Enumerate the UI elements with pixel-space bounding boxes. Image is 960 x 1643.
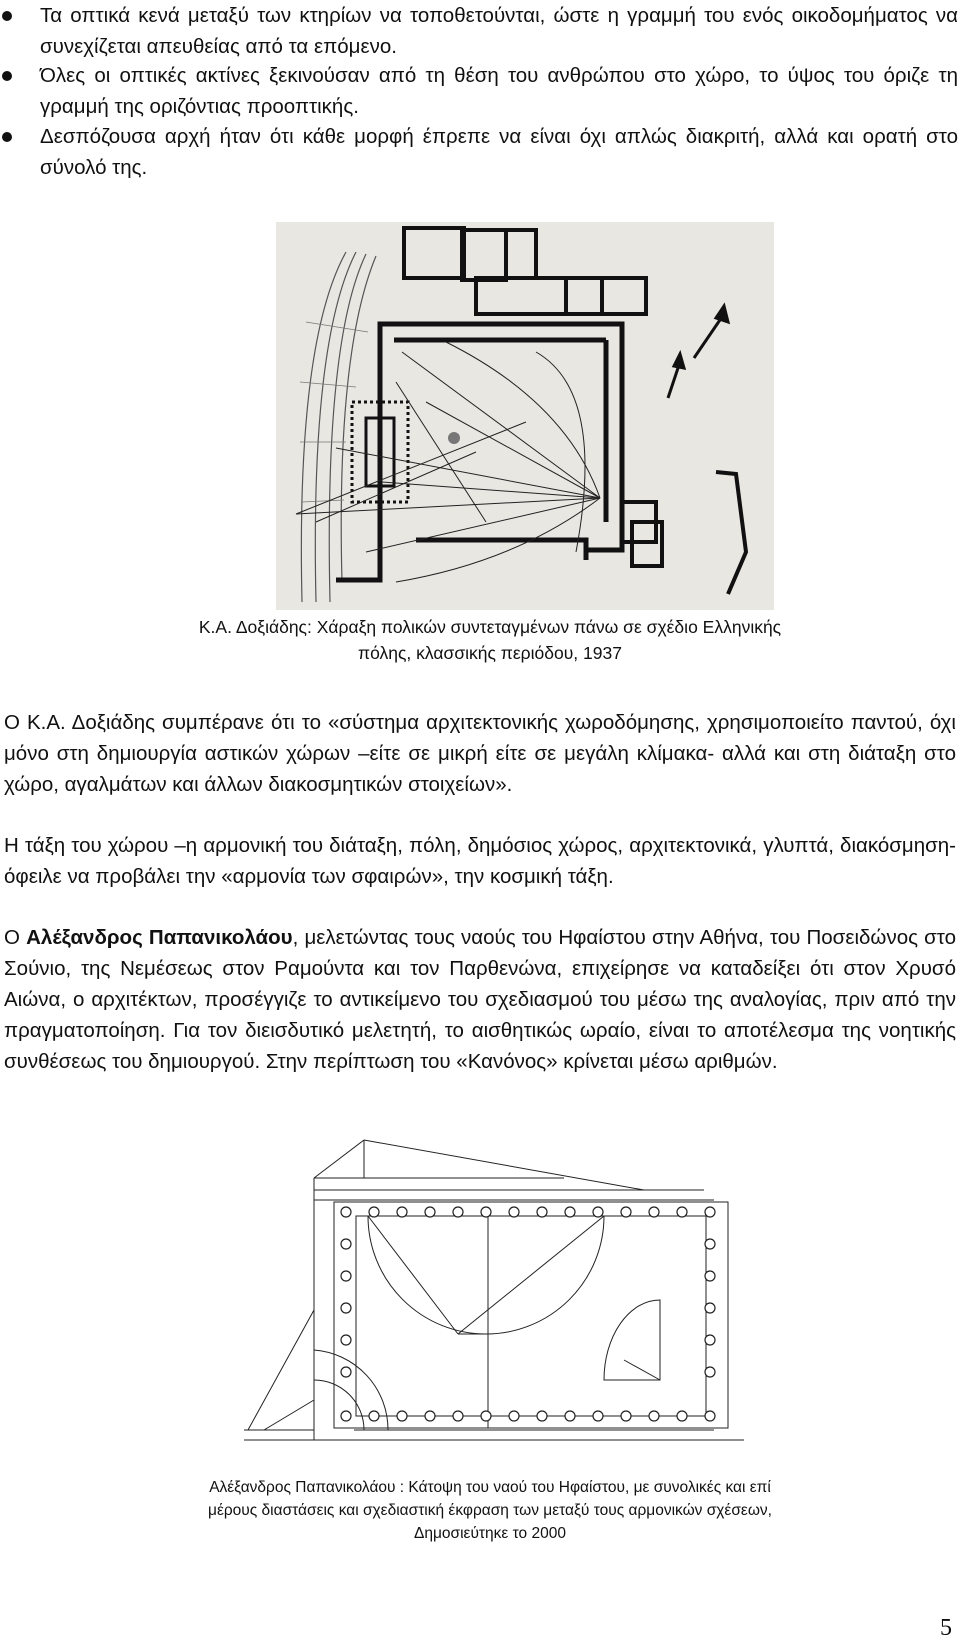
bullet-text: Όλες οι οπτικές ακτίνες ξεκινούσαν από τη θέση του ανθρώπου στο χώρο, το ύψος του όριζε τη γραμμή της οριζόντιας προοπτικής. [40, 64, 958, 118]
paragraph-3 [4, 922, 956, 1077]
figure-temple-plan [244, 1130, 764, 1472]
bullet-item-2 [40, 60, 958, 122]
figure2-caption-line3: Δημοσιεύτηκε το 2000 [414, 1525, 566, 1542]
figure1-caption-line1: Κ.Α. Δοξιάδης: Χάραξη πολικών συντεταγμένων πάνω σε σχέδιο Ελληνικής [198, 617, 782, 637]
bullet-text: Τα οπτικά κενά μεταξύ των κτηρίων να τοποθετούνται, ώστε η γραμμή του ενός οικοδομήματος να συνεχίζεται απευθείας από τα επόμενο. [40, 4, 958, 58]
figure1-caption [140, 614, 840, 666]
paragraph-2: Η τάξη του χώρου –η αρμονική του διάταξη, πόλη, δημόσιος χώρος, αρχιτεκτονικά, γλυπτά, διακόσμηση- όφειλε να προβάλει την «αρμονία των σφαιρών», την κοσμική τάξη. [4, 834, 956, 888]
paragraph-3-text: , μελετώντας τους ναούς του Ηφαίστου στην Αθήνα, του Ποσειδώνος στο Σούνιο, της Νεμέσεως στον Ραμούντα και τον Παρθενώνα, επιχείρησε να καταδείξει ότι στον Χρυσό Αιώνα, ο αρχιτέκτων, προσέγγιζε το αντικείμενο του σχεδιασμού του μέσω της αναλογίας, πριν από την πραγματοποίηση. Για τον διεισδυτικό μελετητή, το αισθητικώς ωραίο, είναι το αποτέλεσμα της νοητικής συνθέσεως του δημιουργού. Στην περίπτωση του «Κανόνος» κρίνεται μέσω αριθμών. [4, 926, 956, 1073]
page-number: 5 [940, 1615, 952, 1641]
temple-plan-drawing [244, 1130, 764, 1472]
bullet-item-1 [40, 0, 958, 62]
bullet-item-3 [40, 121, 958, 183]
bullet-text: Δεσπόζουσα αρχή ήταν ότι κάθε μορφή έπρεπε να είναι όχι απλώς διακριτή, αλλά και ορατή στο σύνολό της. [40, 125, 958, 179]
bullet-dot-icon [2, 71, 12, 81]
paragraph-3-prefix: Ο [4, 926, 27, 949]
city-plan-drawing [276, 222, 774, 610]
bullet-dot-icon [2, 132, 12, 142]
paragraph-1: Ο Κ.Α. Δοξιάδης συμπέρανε ότι το «σύστημα αρχιτεκτονικής χωροδόμησης, χρησιμοποιείτο παντού, όχι μόνο στη δημιουργία αστικών χώρων –είτε σε μικρή είτε σε μεγάλη κλίμακα- αλλά και στη διάταξη στο χώρο, αγαλμάτων και άλλων διακοσμητικών στοιχείων». [4, 711, 956, 796]
figure1-caption-line2: πόλης, κλασσικής περιόδου, 1937 [358, 643, 622, 663]
figure-city-plan [276, 222, 774, 610]
author-name: Αλέξανδρος Παπανικολάου [26, 926, 293, 949]
bullet-dot-icon [2, 11, 12, 21]
figure2-caption [120, 1476, 860, 1545]
figure2-caption-line2: μέρους διαστάσεις και σχεδιαστική έκφραση των μεταξύ τους αρμονικών σχέσεων, [208, 1502, 772, 1519]
figure2-caption-line1: Αλέξανδρος Παπανικολάου : Κάτοψη του ναού του Ηφαίστου, με συνολικές και επί [209, 1479, 771, 1496]
